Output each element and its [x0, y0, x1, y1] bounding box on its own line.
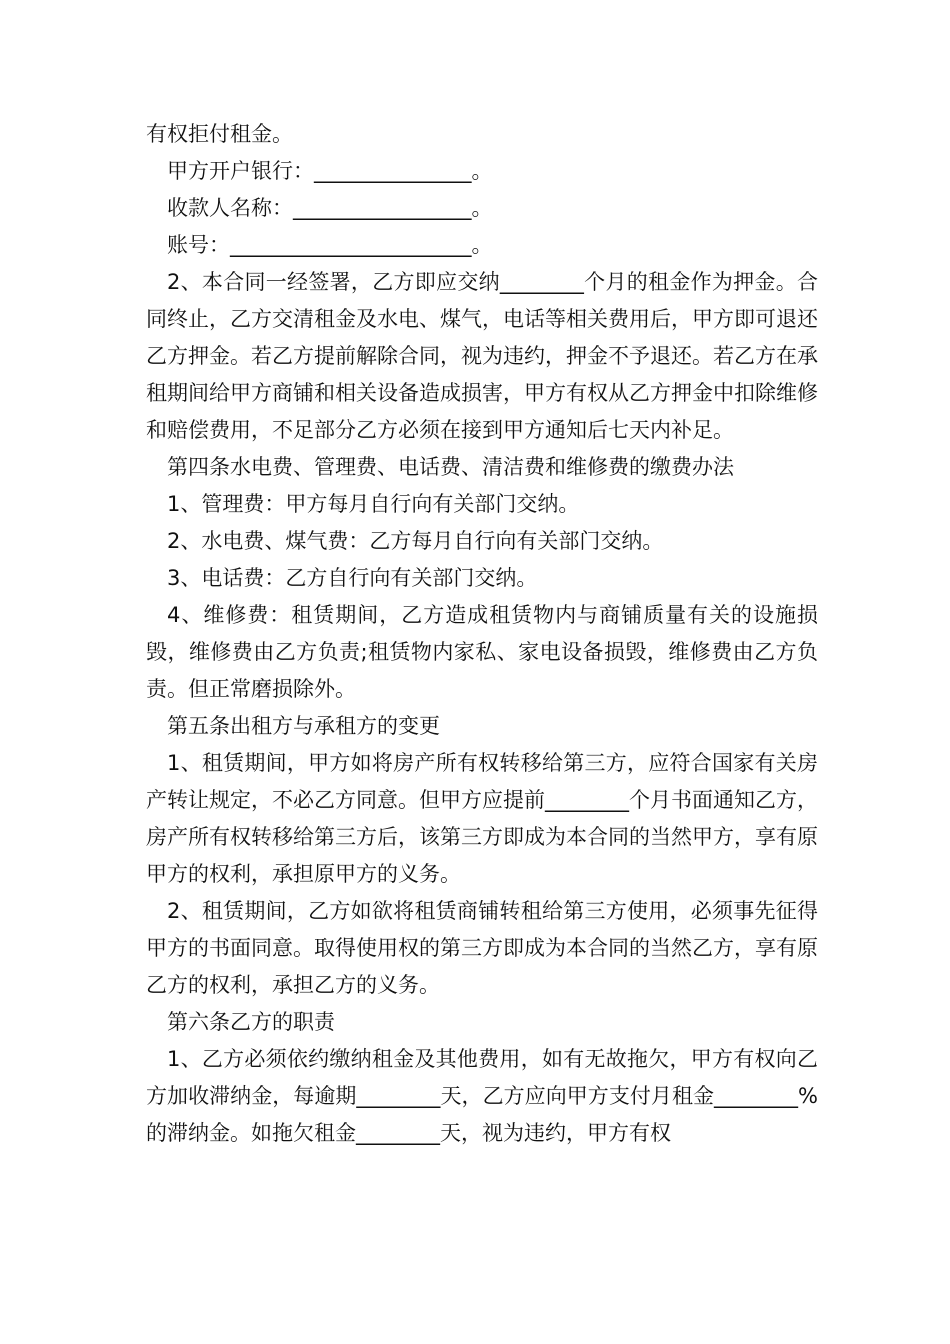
section-heading-article-6: 第六条乙方的职责: [167, 1010, 335, 1034]
paragraph-management-fee: 1、管理费：甲方每月自行向有关部门交纳。: [167, 492, 580, 516]
paragraph-payee-name: 收款人名称：_________________。: [167, 196, 493, 220]
paragraph-maintenance-fee: 4、维修费：租赁期间，乙方造成租赁物内与商铺质量有关的设施损毁，维修费由乙方负责;租赁物内家私、家电设备损毁，维修费由乙方负责。但正常磨损除外。: [146, 603, 818, 701]
paragraph-account-number: 账号：_______________________。: [167, 233, 493, 257]
paragraph-utilities-fee: 2、水电费、煤气费：乙方每月自行向有关部门交纳。: [167, 529, 664, 553]
paragraph-sublease: 2、租赁期间，乙方如欲将租赁商铺转租给第三方使用，必须事先征得甲方的书面同意。取得使用权的第三方即成为本合同的当然乙方，享有原乙方的权利，承担乙方的义务。: [146, 899, 818, 997]
document-page: [146, 116, 818, 1152]
paragraph-late-payment: 1、乙方必须依约缴纳租金及其他费用，如有无故拖欠，甲方有权向乙方加收滞纳金，每逾期________天，乙方应向甲方支付月租金________%的滞纳金。如拖欠租金________天，视为违约，甲方有权: [146, 1047, 818, 1145]
paragraph-landlord-bank: 甲方开户银行：_______________。: [167, 159, 493, 183]
section-heading-article-4: 第四条水电费、管理费、电话费、清洁费和维修费的缴费办法: [167, 455, 734, 479]
paragraph-deposit-clause: 2、本合同一经签署，乙方即应交纳________个月的租金作为押金。合同终止，乙方交清租金及水电、煤气，电话等相关费用后，甲方即可退还乙方押金。若乙方提前解除合同，视为违约，押金不予退还。若乙方在承租期间给甲方商铺和相关设备造成损害，甲方有权从乙方押金中扣除维修和赔偿费用，不足部分乙方必须在接到甲方通知后七天内补足。: [146, 270, 818, 442]
paragraph-ownership-transfer: 1、租赁期间，甲方如将房产所有权转移给第三方，应符合国家有关房产转让规定，不必乙方同意。但甲方应提前________个月书面通知乙方，房产所有权转移给第三方后，该第三方即成为本合同的当然甲方，享有原甲方的权利，承担原甲方的义务。: [146, 751, 818, 886]
paragraph-continuation: 有权拒付租金。: [146, 122, 293, 146]
section-heading-article-5: 第五条出租方与承租方的变更: [167, 714, 440, 738]
paragraph-telephone-fee: 3、电话费：乙方自行向有关部门交纳。: [167, 566, 538, 590]
